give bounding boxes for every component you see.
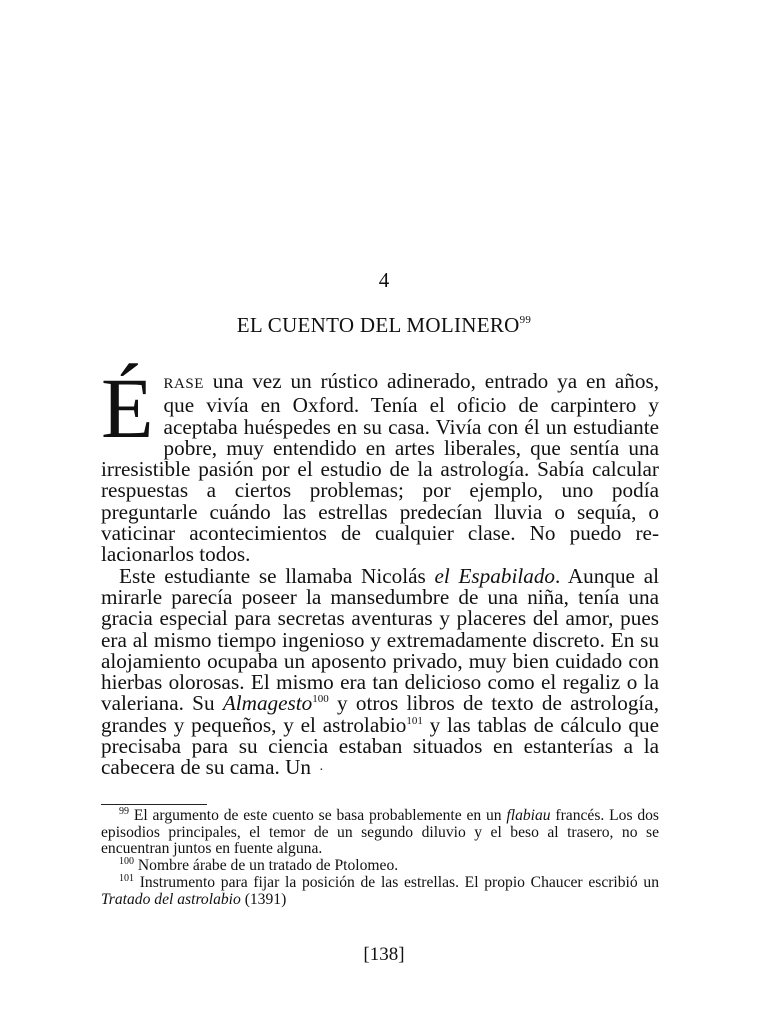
- small-caps-word: RASE: [163, 376, 204, 392]
- chapter-number: 4: [378, 268, 390, 292]
- footnote-text: (1391): [240, 890, 287, 908]
- italic-text: Tratado del astrolabio: [101, 890, 241, 908]
- paragraph-text: . Aunque al mirarle parecía poseer la mansedumbre de una niña, tenía una gracia especial para secretas aventuras y placeres del amor, pues era al mismo tiempo ingenioso y extremadamente discreto. En su alojamiento ocupaba un aposento privado, muy bien cuidado con hierbas olorosas. El mismo era tan delicioso como el regaliz o la valeriana. Su: [101, 563, 659, 716]
- footnote-ref: 99: [519, 314, 532, 326]
- footnote-number: 99: [119, 806, 129, 817]
- footnote-text: Nombre árabe de un tratado de Ptolomeo.: [134, 857, 399, 875]
- italic-text: Almagesto: [222, 691, 313, 716]
- footnote: [101, 808, 659, 858]
- paragraph-text: Este estudiante se llamaba Nicolás: [119, 563, 435, 588]
- footnote-text: El argumento de este cuento se basa probablemente en un: [129, 807, 507, 824]
- drop-cap: É: [101, 360, 154, 456]
- chapter-title-text: EL CUENTO DEL MOLINERO: [236, 313, 520, 337]
- footnotes: [101, 808, 659, 908]
- chapter-title: [0, 313, 768, 338]
- body-text: [101, 360, 660, 782]
- paragraph: [101, 360, 659, 567]
- footnote-text: Instrumento para fijar la posición de las estrellas. El propio Chaucer escribió un: [134, 873, 659, 891]
- footnote-divider: [101, 804, 207, 805]
- paragraph-text: y otros libros de texto de astrología, grandes y pequeños, y el astrolabio: [101, 691, 660, 737]
- paragraph-text: una vez un rústico adinerado, entrado ya en años, que vivía en Oxford. Tenía el oficio de carpintero y aceptaba huéspedes en su casa. Vivía con él un estudiante pobre, muy entendido en artes liberales, que sentía una irresistible pasión por el estudio de la astrología. Sabía calcular respuestas a ciertos problemas; por ejemplo, uno podía preguntarle cuándo las estrellas predecían lluvia o sequía, o vaticinar acontecimientos de cualquier clase. No puedo relacionarlos todos.: [101, 369, 659, 567]
- footnote-ref: 101: [406, 714, 423, 727]
- footnote-ref: 100: [312, 693, 329, 706]
- page-number: [138]: [363, 944, 405, 965]
- footnote-text: francés. Los dos episodios principales, el temor de un segundo diluvio y el beso al trasero, no se encuentran juntos en fuente alguna.: [101, 807, 659, 858]
- footnote-number: 101: [119, 872, 134, 884]
- paragraph: [101, 563, 660, 782]
- paragraph-text: y las tablas de cálculo que precisaba para su ciencia estaban situados en estanterías a la cabecera de su cama. Un: [101, 712, 659, 780]
- footnote: [101, 858, 659, 875]
- italic-text: el Espabilado: [434, 563, 556, 588]
- italic-text: flabiau: [506, 807, 551, 824]
- footnote: [101, 872, 659, 908]
- footnote-number: 100: [119, 856, 134, 868]
- continuation-mark: ·: [318, 763, 324, 779]
